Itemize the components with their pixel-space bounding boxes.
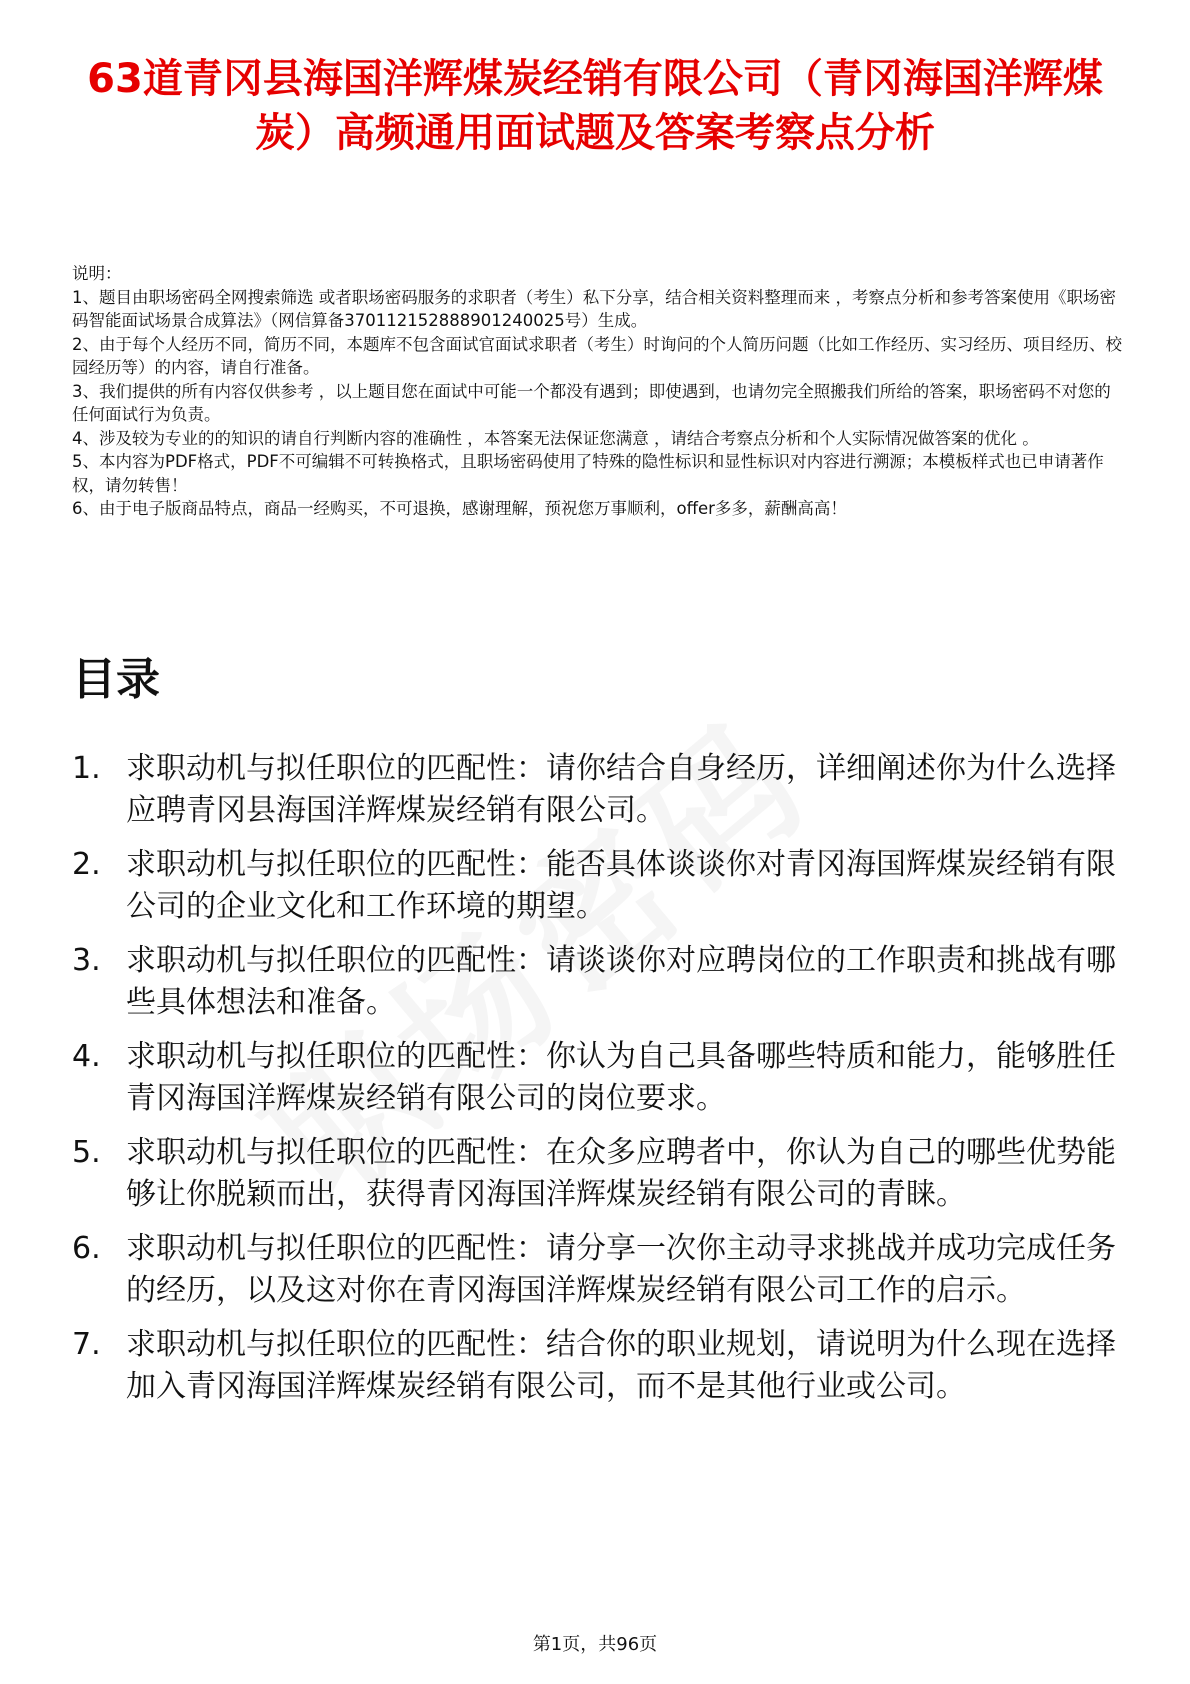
- toc-item[interactable]: [72, 748, 1122, 832]
- toc-item-number: 3.: [72, 943, 101, 978]
- toc-item-number: 1.: [72, 751, 101, 786]
- toc-heading: 目录: [72, 654, 160, 705]
- note-item: 5、本内容为PDF格式，PDF不可编辑不可转换格式，且职场密码使用了特殊的隐性标识和显性标识对内容进行溯源；本模板样式也已申请著作权，请勿转售！: [72, 452, 1104, 495]
- toc-item-number: 6.: [72, 1231, 101, 1266]
- toc-item-text: 求职动机与拟任职位的匹配性：请你结合自身经历，详细阐述你为什么选择应聘青冈县海国洋辉煤炭经销有限公司。: [126, 751, 1116, 828]
- toc-item-text: 求职动机与拟任职位的匹配性：在众多应聘者中，你认为自己的哪些优势能够让你脱颖而出，获得青冈海国洋辉煤炭经销有限公司的青睐。: [126, 1135, 1116, 1212]
- note-item: 2、由于每个人经历不同，简历不同，本题库不包含面试官面试求职者（考生）时询问的个人简历问题（比如工作经历、实习经历、项目经历、校园经历等）的内容，请自行准备。: [72, 334, 1122, 377]
- page-number: 第1页，共96页: [532, 1634, 658, 1655]
- note-item: 4、涉及较为专业的的知识的请自行判断内容的准确性 ，本答案无法保证您满意 ，请结合考察点分析和个人实际情况做答案的优化 。: [72, 428, 1039, 448]
- toc-item-text: 求职动机与拟任职位的匹配性：能否具体谈谈你对青冈海国辉煤炭经销有限公司的企业文化和工作环境的期望。: [126, 847, 1116, 924]
- toc-item[interactable]: [72, 940, 1122, 1024]
- toc-item-text: 求职动机与拟任职位的匹配性：请分享一次你主动寻求挑战并成功完成任务的经历，以及这对你在青冈海国洋辉煤炭经销有限公司工作的启示。: [126, 1231, 1116, 1308]
- note-item: 1、题目由职场密码全网搜索筛选 或者职场密码服务的求职者（考生）私下分享，结合相关资料整理而来 ，考察点分析和参考答案使用《职场密码智能面试场景合成算法》（网信算备370112152888901240025号）生成。: [72, 287, 1116, 330]
- toc-item[interactable]: [72, 1228, 1122, 1312]
- note-item: 3、我们提供的所有内容仅供参考 ，以上题目您在面试中可能一个都没有遇到；即使遇到，也请勿完全照搬我们所给的答案，职场密码不对您的任何面试行为负责。: [72, 381, 1111, 424]
- toc-item[interactable]: [72, 1036, 1122, 1120]
- toc-item-text: 求职动机与拟任职位的匹配性：你认为自己具备哪些特质和能力，能够胜任青冈海国洋辉煤炭经销有限公司的岗位要求。: [126, 1039, 1116, 1116]
- toc-item-text: 求职动机与拟任职位的匹配性：结合你的职业规划，请说明为什么现在选择加入青冈海国洋辉煤炭经销有限公司，而不是其他行业或公司。: [126, 1327, 1116, 1404]
- document-title: 63道青冈县海国洋辉煤炭经销有限公司（青冈海国洋辉煤炭）高频通用面试题及答案考察点分析: [87, 56, 1103, 156]
- notes-heading: 说明：: [72, 264, 122, 283]
- notes-section: [72, 262, 1122, 521]
- toc-item[interactable]: [72, 1132, 1122, 1216]
- toc-list: [72, 748, 1122, 1420]
- toc-item[interactable]: [72, 1324, 1122, 1408]
- toc-item[interactable]: [72, 844, 1122, 928]
- toc-item-number: 5.: [72, 1135, 101, 1170]
- note-item: 6、由于电子版商品特点，商品一经购买，不可退换，感谢理解，预祝您万事顺利，offer多多，薪酬高高！: [72, 499, 847, 518]
- toc-item-number: 4.: [72, 1039, 101, 1074]
- toc-item-number: 2.: [72, 847, 101, 882]
- toc-item-number: 7.: [72, 1327, 101, 1362]
- toc-item-text: 求职动机与拟任职位的匹配性：请谈谈你对应聘岗位的工作职责和挑战有哪些具体想法和准备。: [126, 943, 1116, 1020]
